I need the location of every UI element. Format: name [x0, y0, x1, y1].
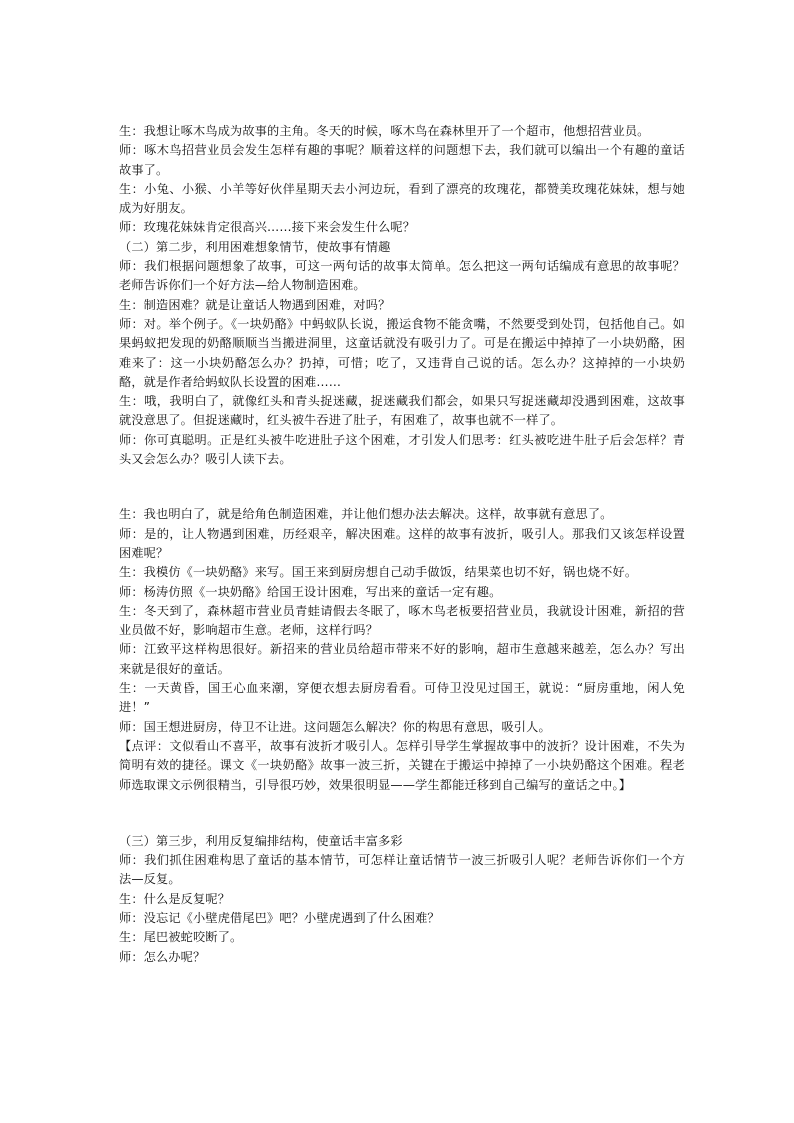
- dialogue-student-king-kitchen: 生：一天黄昏，国王心血来潮，穿便衣想去厨房看看。可侍卫没见过国王，就说：“厨房重地，闲人免进！”: [119, 681, 685, 715]
- dialogue-teacher-what-to-do: 师：怎么办呢？: [119, 949, 206, 964]
- dialogue-teacher-clever: 师：你可真聪明。正是红头被牛吃进肚子这个困难，才引发人们思考：红头被吃进牛肚子后会怎样？青头又会怎么办？吸引人读下去。: [119, 432, 685, 467]
- dialogue-student-rose: 生：小兔、小猴、小羊等好伙伴星期天去小河边玩，看到了漂亮的玫瑰花，都赞美玫瑰花妹妹，想与她成为好朋友。: [119, 181, 685, 216]
- dialogue-teacher-rose: 师：玫瑰花妹妹肯定很高兴……接下来会发生什么呢？: [119, 220, 416, 235]
- dialogue-teacher-woodpecker: 师：啄木鸟招营业员会发生怎样有趣的事呢？顺着这样的问题想下去，我们就可以编出一个有趣的童话故事了。: [119, 143, 685, 177]
- dialogue-student-tail-bitten: 生：尾巴被蛇咬断了。: [119, 930, 243, 945]
- dialogue-student-king-cooking: 生：我模仿《一块奶酪》来写。国王来到厨房想自己动手做饭，结果菜也切不好，锅也烧不好。: [119, 565, 638, 580]
- commentary-note: 【点评：文似看山不喜平，故事有波折才吸引人。怎样引导学生掌握故事中的波折？设计困难，不失为简明有效的捷径。课文《一块奶酪》故事一波三折，关键在于搬运中掉掉了一小块奶酪这个困难。程老师选取课文示例很精当，引导很巧妙，效果很明显——学生都能迁移到自己编写的童话之中。】: [119, 738, 685, 792]
- section-heading-step-three: （三）第三步，利用反复编排结构，使童话丰富多彩: [119, 833, 403, 848]
- dialogue-student-difficulty: 生：制造困难？就是让童话人物遇到困难，对吗？: [119, 297, 391, 312]
- dialogue-teacher-yang-tao: 师：杨涛仿照《一块奶酪》给国王设计困难，写出来的童话一定有趣。: [119, 584, 502, 599]
- dialogue-teacher-cheese-example: 师：对。举个例子。《一块奶酪》中蚂蚁队长说，搬运食物不能贪嘴，不然要受到处罚，包括他自己。如果蚂蚁把发现的奶酪顺顺当当搬进洞里，这童话就没有吸引力了。可是在搬运中掉掉了一小块奶酪，困难来了：这一小块奶酪怎么办？扔掉，可惜；吃了，又违背自己说的话。怎么办？这掉掉的一小块奶酪，就是作者给蚂蚁队长设置的困难……: [119, 316, 685, 389]
- dialogue-student-supermarket: 生：冬天到了，森林超市营业员青蛙请假去冬眠了，啄木鸟老板要招营业员，我就设计困难，新招的营业员做不好，影响超市生意。老师，这样行吗？: [119, 603, 685, 638]
- document-body: [119, 122, 685, 967]
- section-heading-step-two: （二）第二步，利用困难想象情节，使故事有情趣: [119, 239, 391, 254]
- dialogue-teacher-difficulty: 师：我们根据问题想象了故事，可这一两句话的故事太简单。怎么把这一两句话编成有意思的故事呢？老师告诉你们一个好方法—给人物制造困难。: [119, 259, 685, 293]
- dialogue-student-what-is-repetition: 生：什么是反复呢？: [119, 891, 231, 906]
- dialogue-teacher-repetition: 师：我们抓住困难构思了童话的基本情节，可怎样让童话情节一波三折吸引人呢？老师告诉你们一个方法—反复。: [119, 853, 685, 887]
- paragraph-gap: [119, 795, 685, 832]
- dialogue-teacher-guard: 师：国王想进厨房，侍卫不让进。这问题怎么解决？你的构思有意思，吸引人。: [119, 719, 551, 734]
- dialogue-teacher-gecko: 师：没忘记《小壁虎借尾巴》吧？小壁虎遇到了什么困难？: [119, 910, 440, 925]
- paragraph-gap: [119, 469, 685, 505]
- dialogue-teacher-jiang-zhiping: 师：江致平这样构思很好。新招来的营业员给超市带来不好的影响，超市生意越来越差，怎么办？写出来就是很好的童话。: [119, 642, 685, 676]
- dialogue-student-understand: 生：我也明白了，就是给角色制造困难，并让他们想办法去解决。这样，故事就有意思了。: [119, 507, 613, 522]
- dialogue-teacher-set-difficulty: 师：是的，让人物遇到困难，历经艰辛，解决困难。这样的故事有波折，吸引人。那我们又该怎样设置困难呢？: [119, 526, 685, 560]
- dialogue-student-woodpecker: 生：我想让啄木鸟成为故事的主角。冬天的时候，啄木鸟在森林里开了一个超市，他想招营业员。: [119, 124, 650, 138]
- dialogue-student-hide-and-seek: 生：哦，我明白了，就像红头和青头捉迷藏，捉迷藏我们都会，如果只写捉迷藏却没遇到困难，这故事就没意思了。但捉迷藏时，红头被牛吞进了肚子，有困难了，故事也就不一样了。: [119, 394, 685, 428]
